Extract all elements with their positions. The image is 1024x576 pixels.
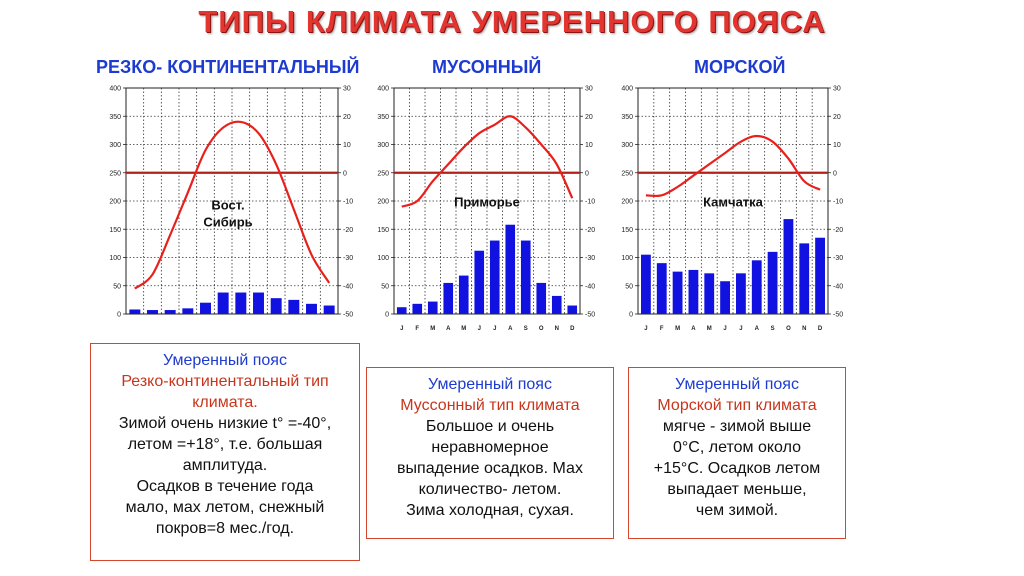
desc-text-line: Осадков в течение года [136, 478, 314, 495]
left-axis-tick-label: 50 [381, 283, 389, 291]
precipitation-bar [552, 296, 562, 314]
climate-chart-continental [98, 78, 360, 340]
chart-title-continental: РЕЗКО- КОНТИНЕНТАЛЬНЫЙ [96, 57, 360, 77]
left-axis-tick-label: 300 [377, 142, 389, 149]
right-axis-tick-label: 30 [833, 85, 841, 93]
climate-chart-monsoon [366, 78, 602, 340]
desc-text-line: Большое и очень [425, 418, 555, 435]
desc-type-label: Морской тип климата [657, 397, 817, 414]
left-axis-tick-label: 150 [621, 226, 633, 234]
precipitation-bar [218, 293, 229, 314]
precipitation-bar [704, 273, 714, 314]
month-label: F [415, 326, 420, 332]
desc-text-line: чем зимой. [695, 502, 779, 519]
precipitation-bar [689, 270, 699, 314]
precipitation-bar [641, 255, 651, 314]
right-axis-tick-label: -30 [343, 255, 354, 262]
precipitation-bar [768, 252, 778, 314]
left-axis-tick-label: 100 [109, 255, 121, 262]
chart-title-monsoon: МУСОННЫЙ [432, 57, 542, 77]
place-label: Приморье [454, 194, 520, 210]
desc-text-line: амплитуда. [182, 457, 268, 474]
month-label: S [770, 326, 775, 332]
right-axis-tick-label: -30 [585, 255, 596, 262]
desc-text-line: количество- летом. [418, 481, 562, 498]
month-label: J [644, 326, 648, 332]
month-label: N [554, 326, 559, 332]
right-axis-tick-label: -40 [343, 283, 354, 291]
right-axis-tick-label: 20 [343, 113, 351, 121]
left-axis-tick-label: 400 [109, 85, 121, 93]
month-label: S [523, 326, 528, 332]
precipitation-bar [799, 243, 809, 314]
precipitation-bar [288, 300, 299, 314]
left-axis-tick-label: 150 [377, 226, 389, 234]
left-axis-tick-label: 0 [629, 311, 633, 319]
precipitation-bar [567, 306, 577, 314]
month-label: F [659, 326, 664, 332]
month-label: N [802, 326, 807, 332]
left-axis-tick-label: 100 [621, 255, 633, 262]
month-label: M [675, 326, 681, 332]
precipitation-bar [505, 225, 515, 314]
right-axis-tick-label: 20 [585, 113, 593, 121]
month-label: M [461, 326, 467, 332]
left-axis-tick-label: 350 [621, 113, 633, 121]
right-axis-tick-label: 10 [833, 142, 841, 149]
right-axis-tick-label: -10 [343, 198, 354, 206]
month-label: O [786, 326, 791, 332]
precipitation-bar [815, 238, 825, 314]
precipitation-bar [397, 307, 407, 314]
precipitation-bar [673, 272, 683, 314]
desc-text-line: Зимой очень низкие t° =-40°, [118, 415, 332, 432]
month-label: D [570, 326, 575, 332]
month-label: M [430, 326, 436, 332]
description-continental [90, 343, 360, 561]
desc-text-line: покров=8 мес./год. [155, 520, 295, 537]
right-axis-tick-label: 30 [343, 85, 351, 93]
right-axis-tick-label: 0 [833, 170, 837, 178]
left-axis-tick-label: 0 [117, 311, 121, 319]
right-axis-tick-label: -20 [833, 226, 844, 234]
right-axis-tick-label: 10 [343, 142, 351, 149]
right-axis-tick-label: -40 [833, 283, 844, 291]
month-label: A [446, 326, 451, 332]
precipitation-bar [736, 273, 746, 314]
right-axis-tick-label: 20 [833, 113, 841, 121]
main-title: ТИПЫ КЛИМАТА УМЕРЕННОГО ПОЯСА [198, 4, 826, 39]
description-monsoon [366, 367, 614, 539]
precipitation-bar [521, 241, 531, 314]
month-label: J [493, 326, 497, 332]
right-axis-tick-label: -50 [343, 311, 354, 319]
desc-text-line: выпадает меньше, [667, 481, 807, 498]
precipitation-bar [752, 260, 762, 314]
left-axis-tick-label: 300 [621, 142, 633, 149]
month-label: D [817, 326, 823, 332]
left-axis-tick-label: 0 [385, 311, 389, 319]
place-label: Вост. [211, 197, 245, 213]
month-label: J [400, 326, 404, 332]
left-axis-tick-label: 50 [625, 283, 633, 291]
desc-text-line: неравномерное [431, 439, 549, 456]
precipitation-bar [720, 281, 730, 314]
desc-text-line: Зима холодная, сухая. [406, 502, 574, 519]
right-axis-tick-label: 30 [585, 85, 593, 93]
precipitation-bar [459, 276, 469, 314]
precipitation-bar [443, 283, 453, 314]
precipitation-bar [324, 306, 335, 314]
desc-text-line: 0°С, летом около [673, 439, 801, 456]
right-axis-tick-label: -30 [833, 255, 844, 262]
precipitation-bar [182, 308, 193, 314]
right-axis-tick-label: -20 [343, 226, 354, 234]
month-label: A [754, 326, 759, 332]
left-axis-tick-label: 200 [109, 198, 121, 206]
desc-type-label: Муссонный тип климата [400, 397, 580, 414]
right-axis-tick-label: 10 [585, 142, 593, 149]
month-label: J [723, 326, 727, 332]
right-axis-tick-label: 0 [585, 170, 589, 178]
precipitation-bar [253, 293, 264, 314]
precipitation-bar [474, 251, 484, 314]
precipitation-bar [200, 303, 211, 314]
right-axis-tick-label: 0 [343, 170, 347, 178]
month-label: A [508, 326, 513, 332]
precipitation-bar [536, 283, 546, 314]
desc-text-line: мало, мах летом, снежный [125, 499, 325, 516]
left-axis-tick-label: 250 [377, 170, 389, 178]
precipitation-bar [165, 310, 176, 314]
left-axis-tick-label: 100 [377, 255, 389, 262]
desc-zone-label: Умеренный пояс [675, 376, 799, 393]
right-axis-tick-label: -50 [833, 311, 844, 319]
right-axis-tick-label: -20 [585, 226, 596, 234]
month-label: J [477, 326, 481, 332]
desc-type-label: климата. [192, 394, 258, 411]
right-axis-tick-label: -10 [585, 198, 596, 206]
precipitation-bar [412, 304, 422, 314]
month-label: A [691, 326, 696, 332]
precipitation-bar [490, 241, 500, 314]
right-axis-tick-label: -10 [833, 198, 844, 206]
precipitation-bar [271, 298, 282, 314]
right-axis-tick-label: -40 [585, 283, 596, 291]
left-axis-tick-label: 350 [377, 113, 389, 121]
left-axis-tick-label: 350 [109, 113, 121, 121]
left-axis-tick-label: 50 [113, 283, 121, 291]
left-axis-tick-label: 250 [109, 170, 121, 178]
precipitation-bar [784, 219, 794, 314]
desc-text-line: мягче - зимой выше [662, 418, 812, 435]
precipitation-bar [657, 263, 667, 314]
precipitation-bar [428, 302, 438, 314]
precipitation-bar [129, 309, 140, 314]
climate-chart-maritime [610, 78, 850, 340]
desc-text-line: +15°С. Осадков летом [653, 460, 821, 477]
precipitation-bar [235, 293, 246, 314]
place-label: Камчатка [703, 194, 763, 210]
month-label: M [706, 326, 712, 332]
desc-type-label: Резко-континентальный тип [121, 373, 329, 390]
left-axis-tick-label: 150 [109, 226, 121, 234]
desc-text-line: летом =+18°, т.е. большая [127, 436, 323, 453]
desc-zone-label: Умеренный пояс [428, 376, 552, 393]
chart-title-maritime: МОРСКОЙ [694, 57, 786, 77]
left-axis-tick-label: 200 [621, 198, 633, 206]
month-label: J [739, 326, 743, 332]
left-axis-tick-label: 400 [621, 85, 633, 93]
desc-zone-label: Умеренный пояс [163, 352, 287, 369]
left-axis-tick-label: 200 [377, 198, 389, 206]
month-label: O [538, 326, 544, 332]
precipitation-bar [147, 310, 158, 314]
precipitation-bar [306, 304, 317, 314]
right-axis-tick-label: -50 [585, 311, 596, 319]
place-label: Сибирь [203, 214, 253, 230]
left-axis-tick-label: 400 [377, 85, 389, 93]
description-maritime [628, 367, 846, 539]
left-axis-tick-label: 250 [621, 170, 633, 178]
left-axis-tick-label: 300 [109, 142, 121, 149]
desc-text-line: выпадение осадков. Мах [397, 460, 583, 477]
